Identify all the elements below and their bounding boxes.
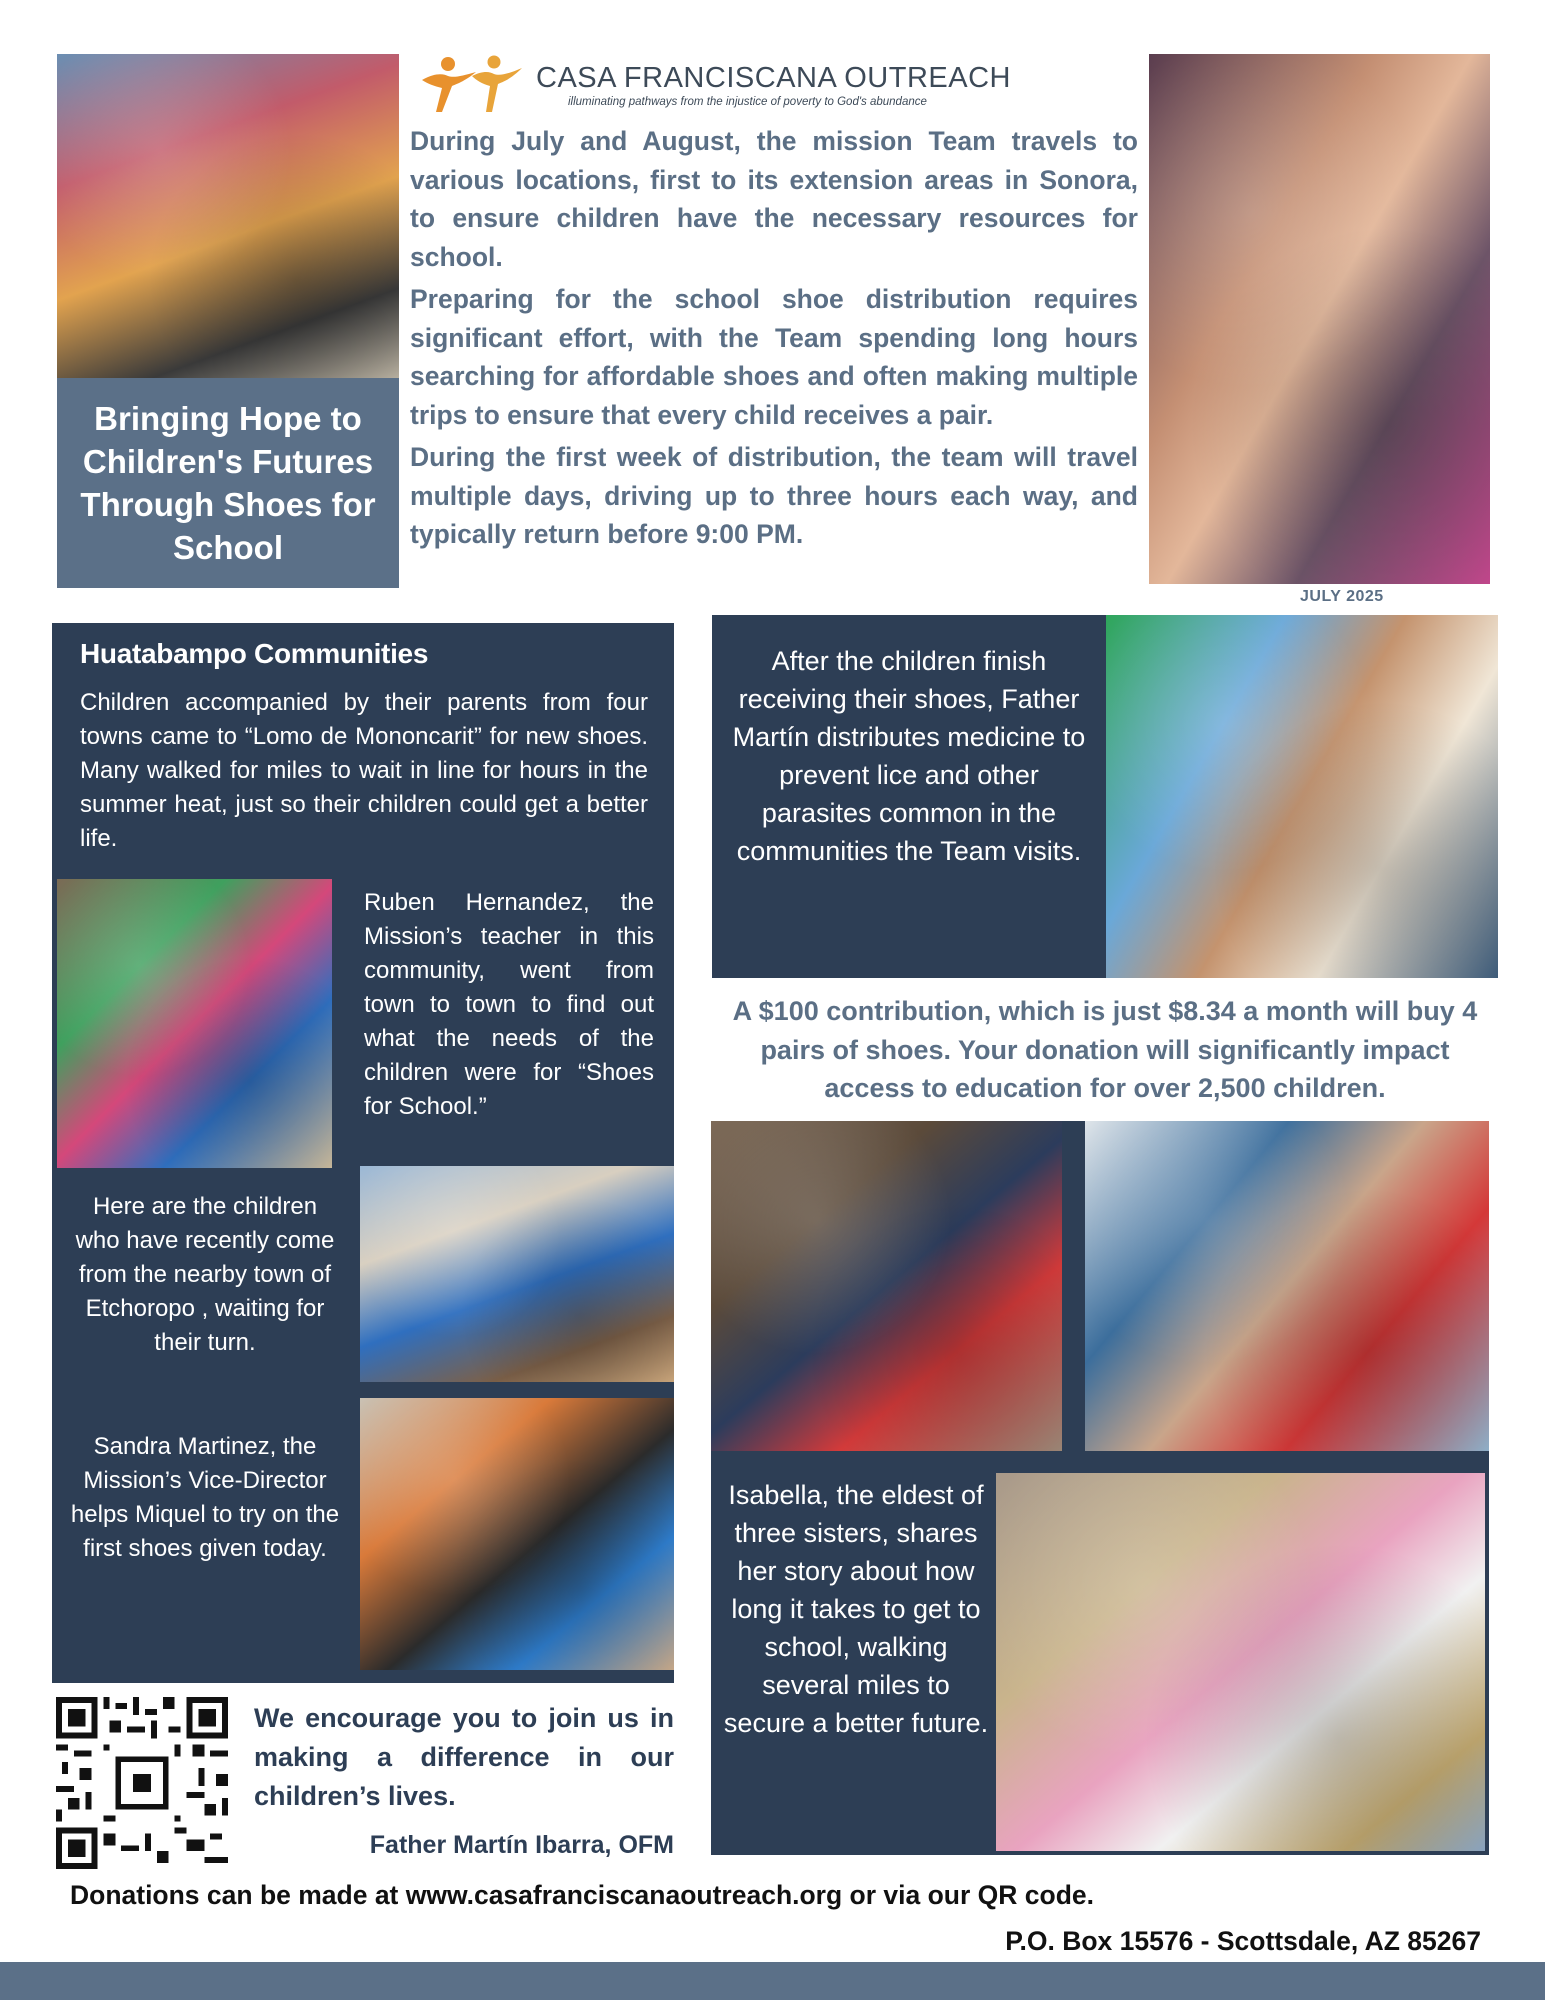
intro-paragraph: During July and August, the mission Team travels to various locations, first to its extension areas in Sonora, to ensure children have the necessary resources for school. <box>410 126 1138 272</box>
intro-text <box>410 122 1138 558</box>
ruben-caption: Ruben Hernandez, the Mission’s teacher in this community, went from town to town to find out what the needs of the children were for “Shoes for School.” <box>364 889 654 1120</box>
mailing-address: P.O. Box 15576 - Scottsdale, AZ 85267 <box>1005 1926 1481 1956</box>
qr-code-icon[interactable] <box>56 1697 228 1869</box>
medicine-caption: After the children finish receiving their shoes, Father Martín distributes medicine to prevent lice and other parasites common in the communities the Team visits. <box>732 646 1086 866</box>
logo-tagline: illuminating pathways from the injustice of poverty to God's abundance <box>568 96 927 108</box>
etchoropo-caption: Here are the children who have recently come from the nearby town of Etchoropo , waiting for their turn. <box>75 1193 335 1356</box>
encourage-text: We encourage you to join us in making a difference in our children’s lives. <box>254 1703 674 1811</box>
intro-paragraph: During the first week of distribution, the team will travel multiple days, driving up to three hours each way, and typically return before 9:00 PM. <box>410 442 1138 549</box>
photo-girl-closeup <box>1149 54 1490 584</box>
signature: Father Martín Ibarra, OFM <box>369 1831 674 1859</box>
page-title <box>57 378 399 588</box>
photo-three-sisters <box>996 1473 1485 1851</box>
huatabampo-heading: Huatabampo Communities <box>80 638 429 669</box>
huatabampo-text: Children accompanied by their parents from four towns came to “Lomo de Mononcarit” for new shoes. Many walked for miles to wait in line for hours in the summer heat, just so their children could get a better life. <box>80 689 648 852</box>
issue-date: JULY 2025 <box>1300 588 1384 605</box>
photo-sandra-fitting-shoes <box>360 1398 674 1670</box>
logo-name: CASA FRANCISCANA OUTREACH <box>536 62 1011 94</box>
intro-paragraph: Preparing for the school shoe distribution requires significant effort, with the Team spending long hours searching for affordable shoes and often making multiple trips to ensure that every child receives a pair. <box>410 284 1138 430</box>
logo-figures-icon <box>418 54 530 114</box>
photo-medicine-distribution <box>1106 615 1498 978</box>
photo-children-waiting <box>360 1166 674 1382</box>
photo-shoe-fitting <box>1085 1121 1489 1451</box>
photo-friar-with-boys <box>711 1121 1062 1451</box>
contribution-text: A $100 contribution, which is just $8.34 a month will buy 4 pairs of shoes. Your donation will significantly impact access to education for over 2,500 children. <box>732 996 1478 1103</box>
donation-info: Donations can be made at www.casafranciscanaoutreach.org or via our QR code. <box>70 1880 1094 1910</box>
photo-ruben-with-children <box>57 879 332 1168</box>
isabella-caption: Isabella, the eldest of three sisters, shares her story about how long it takes to get to school, walking several miles to secure a better future. <box>723 1480 989 1738</box>
logo <box>418 54 1011 114</box>
page-title-text: Bringing Hope to Children's Futures Through Shoes for School <box>80 400 376 566</box>
footer-bar <box>0 1962 1545 2000</box>
photo-children-crowd <box>57 54 399 378</box>
sandra-caption: Sandra Martinez, the Mission’s Vice-Director helps Miquel to try on the first shoes given today. <box>70 1433 340 1562</box>
